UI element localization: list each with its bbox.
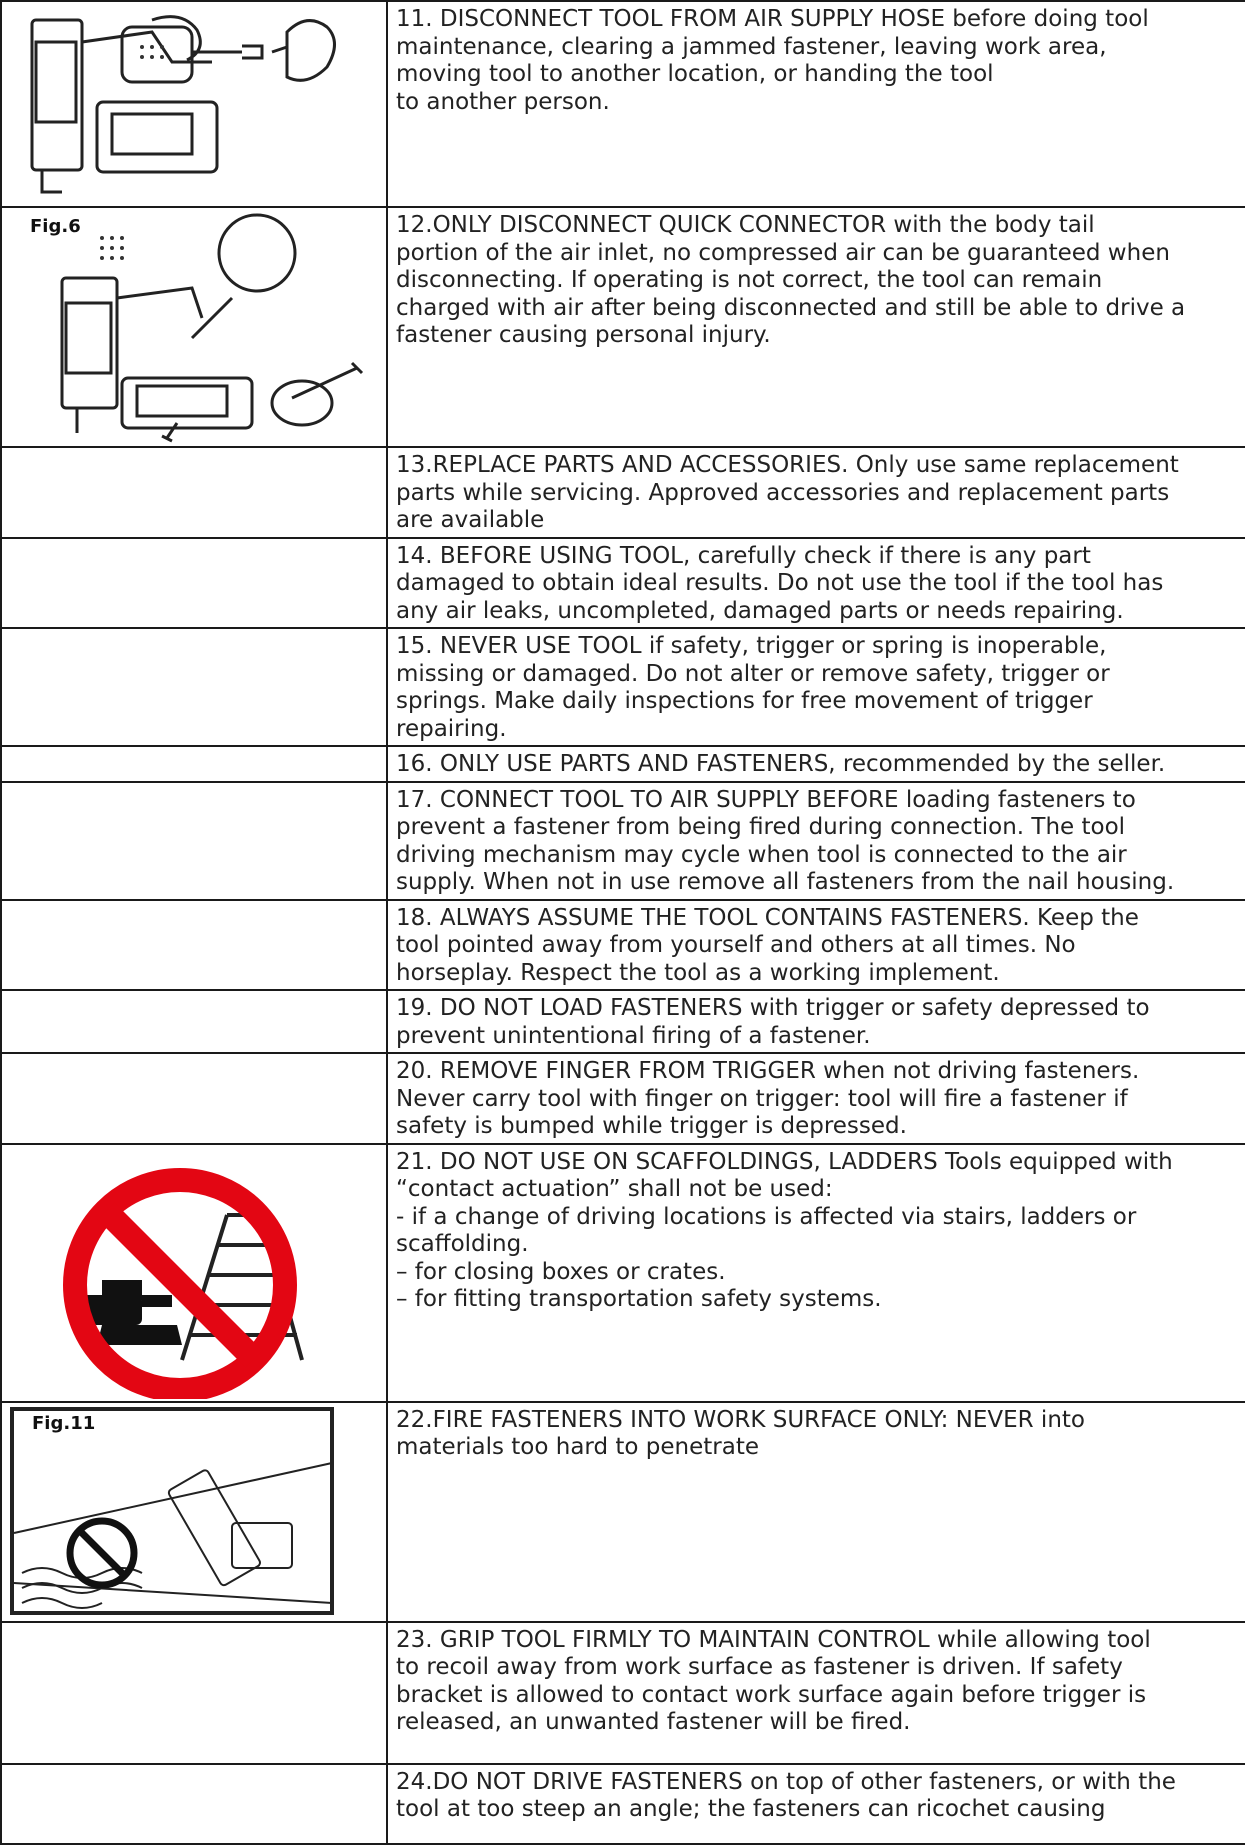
quick-connector-illustration [2,208,384,444]
illustration-cell [1,1144,387,1402]
table-row [1,1764,1245,1844]
table-row [1,1053,1245,1144]
empty-cell [1,900,387,991]
instruction-20-text: 20. REMOVE FINGER FROM TRIGGER when not driving fasteners. Never carry tool with finger on trigger: tool will fire a fastener if safety is bumped while trigger is depressed. [387,1053,1245,1144]
work-surface-illustration [2,1403,384,1619]
instruction-24-text: 24.DO NOT DRIVE FASTENERS on top of other fasteners, or with the tool at too steep an angle; the fasteners can ricochet causing [387,1764,1245,1844]
table-row [1,1,1245,207]
empty-cell [1,1764,387,1844]
instruction-17-text: 17. CONNECT TOOL TO AIR SUPPLY BEFORE loading fasteners to prevent a fastener from being fired during connection. The tool driving mechanism may cycle when tool is connected to the air supply. When not in use remove all fasteners from the nail housing. [387,782,1245,900]
table-row [1,990,1245,1053]
instruction-13-text: 13.REPLACE PARTS AND ACCESSORIES. Only use same replacement parts while servicing. Approved accessories and replacement parts are available [387,447,1245,538]
figure-label: Fig.6 [30,216,81,237]
instruction-11-text: 11. DISCONNECT TOOL FROM AIR SUPPLY HOSE before doing tool maintenance, clearing a jammed fastener, leaving work area, moving tool to another location, or handing the tool to another person. [387,1,1245,207]
table-row [1,628,1245,746]
instruction-23-text: 23. GRIP TOOL FIRMLY TO MAINTAIN CONTROL while allowing tool to recoil away from work surface as fastener is driven. If safety bracket is allowed to contact work surface again before trigger is released, an unwanted fastener will be fired. [387,1622,1245,1764]
instruction-22-text: 22.FIRE FASTENERS INTO WORK SURFACE ONLY: NEVER into materials too hard to penetrate [387,1402,1245,1622]
no-ladder-prohibition-icon [2,1145,384,1399]
table-row [1,746,1245,782]
empty-cell [1,538,387,629]
table-row [1,1144,1245,1402]
instruction-16-text: 16. ONLY USE PARTS AND FASTENERS, recommended by the seller. [387,746,1245,782]
table-row [1,447,1245,538]
empty-cell [1,746,387,782]
illustration-cell [1,1402,387,1622]
instruction-18-text: 18. ALWAYS ASSUME THE TOOL CONTAINS FASTENERS. Keep the tool pointed away from yourself and others at all times. No horseplay. Respect the tool as a working implement. [387,900,1245,991]
instruction-12-text: 12.ONLY DISCONNECT QUICK CONNECTOR with the body tail portion of the air inlet, no compressed air can be guaranteed when disconnecting. If operating is not correct, the tool can remain charged with air after being disconnected and still be able to drive a fastener causing personal injury. [387,207,1245,447]
figure-label: Fig.11 [32,1412,96,1434]
table-row [1,782,1245,900]
empty-cell [1,1053,387,1144]
table-row [1,538,1245,629]
illustration-cell [1,207,387,447]
instruction-19-text: 19. DO NOT LOAD FASTENERS with trigger or safety depressed to prevent unintentional firing of a fastener. [387,990,1245,1053]
table-row [1,1402,1245,1622]
disconnect-hose-illustration [2,2,384,204]
empty-cell [1,447,387,538]
instruction-15-text: 15. NEVER USE TOOL if safety, trigger or spring is inoperable, missing or damaged. Do not alter or remove safety, trigger or springs. Make daily inspections for free movement of trigger repairing. [387,628,1245,746]
empty-cell [1,1622,387,1764]
table-row [1,900,1245,991]
table-row [1,207,1245,447]
empty-cell [1,782,387,900]
illustration-cell [1,1,387,207]
instruction-21-text: 21. DO NOT USE ON SCAFFOLDINGS, LADDERS Tools equipped with “contact actuation” shall not be used: - if a change of driving locations is affected via stairs, ladders or scaffolding. – for closing boxes or crates. – for fitting transportation safety systems. [387,1144,1245,1402]
instruction-14-text: 14. BEFORE USING TOOL, carefully check if there is any part damaged to obtain ideal results. Do not use the tool if the tool has any air leaks, uncompleted, damaged parts or needs repairing. [387,538,1245,629]
empty-cell [1,628,387,746]
empty-cell [1,990,387,1053]
table-row [1,1622,1245,1764]
